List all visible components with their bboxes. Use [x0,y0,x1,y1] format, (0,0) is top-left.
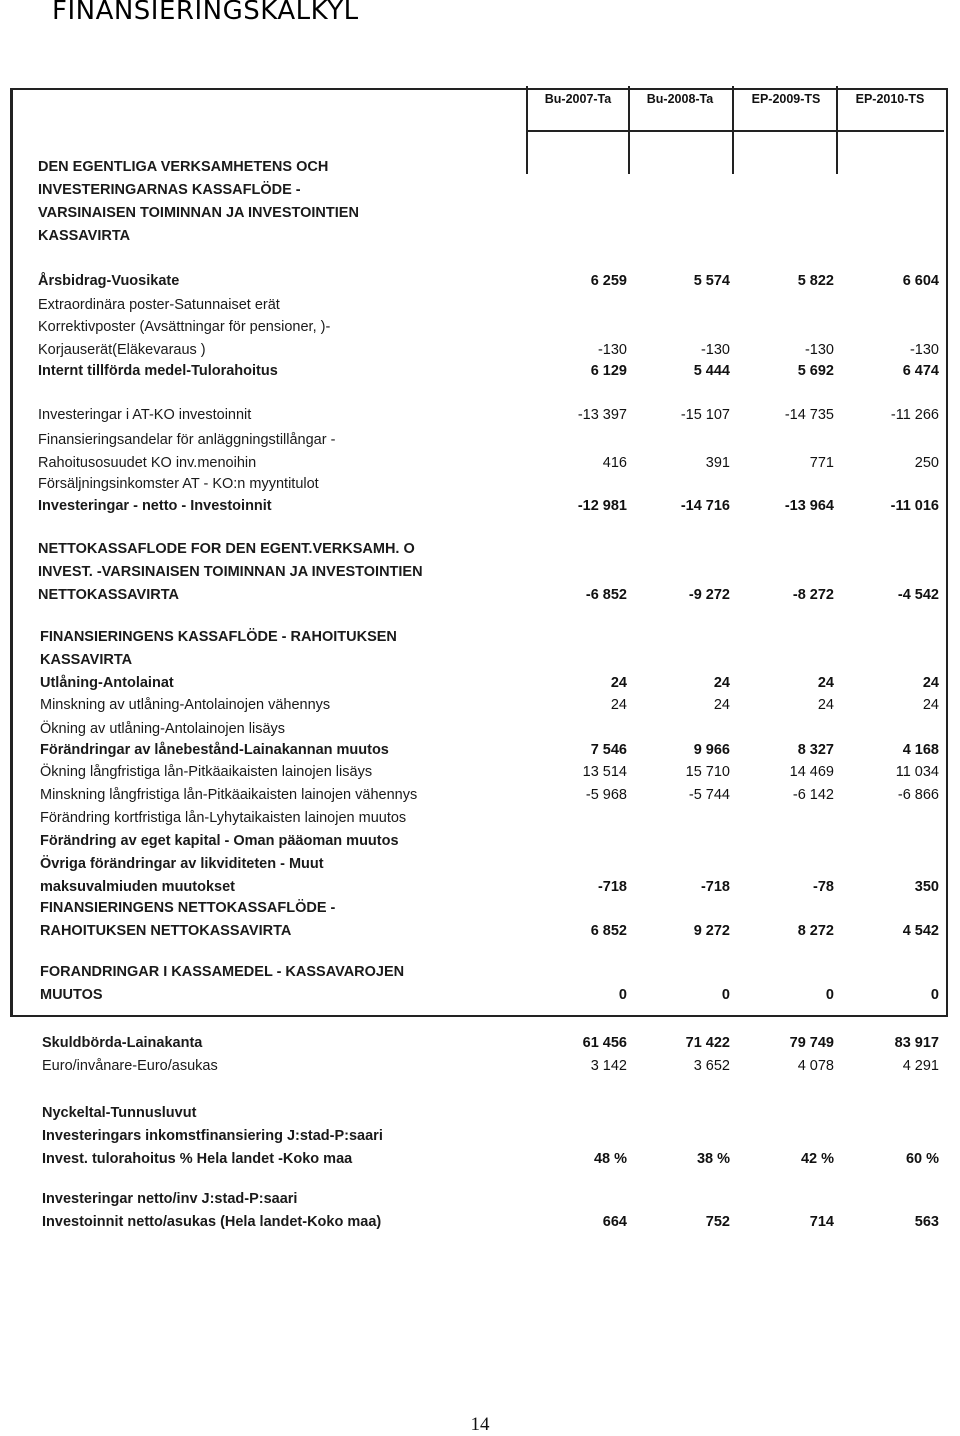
rows-label: FINANSIERINGENS NETTOKASSAFLÖDE - [40,900,336,916]
rows-value: 6 852 [590,923,627,939]
rows-value: 8 272 [797,923,834,939]
rows-value: 771 [809,455,834,471]
rows-value: 4 168 [902,742,939,758]
rows-value: -9 272 [688,587,730,603]
rows-label: Förändring kortfristiga lån-Lyhytaikaisten lainojen muutos [40,810,407,826]
column-header: EP-2009-TS [751,92,821,106]
stats-label: Investoinnit netto/asukas (Hela landet-Koko maa) [42,1214,382,1230]
stats-value: 4 078 [797,1058,834,1074]
rows-value: 391 [705,455,730,471]
rows-value: 6 259 [590,273,627,289]
stats-value: 563 [914,1214,939,1230]
stats-value: 3 652 [693,1058,730,1074]
rows-value: 5 822 [797,273,834,289]
rows-label: Korjauserät(Eläkevaraus ) [38,342,206,358]
rows-label: Förändringar av lånebestånd-Lainakannan muutos [40,742,389,758]
rows-label: Förändring av eget kapital - Oman pääoman muutos [40,833,399,849]
rows-label: Ökning långfristiga lån-Pitkäaikaisten lainojen lisäys [40,764,373,780]
column-header: Bu-2007-Ta [544,92,612,106]
rows-value: -5 744 [688,787,730,803]
rows-label: Utlåning-Antolainat [40,675,174,691]
rows-label: FORANDRINGAR I KASSAMEDEL - KASSAVAROJEN [40,964,405,980]
rows-value: -718 [700,879,730,895]
stats-label: Euro/invånare-Euro/asukas [42,1058,218,1074]
rows-value: 9 966 [693,742,730,758]
rows-label: INVEST. -VARSINAISEN TOIMINNAN JA INVESTOINTIEN [38,564,423,580]
rows-label: Internt tillförda medel-Tulorahoitus [38,363,278,379]
rows-label: KASSAVIRTA [38,228,131,244]
rows-value: 0 [825,987,834,1003]
rows-value: -14 716 [680,498,730,514]
rows-label: FINANSIERINGENS KASSAFLÖDE - RAHOITUKSEN [40,629,397,645]
rows-label: VARSINAISEN TOIMINNAN JA INVESTOINTIEN [38,205,359,221]
rows-value: 250 [914,455,939,471]
rows-value: -12 981 [577,498,627,514]
rows-label: Minskning av utlåning-Antolainojen vähennys [40,697,331,713]
rows-label: Finansieringsandelar för anläggningstillångar - [38,432,336,448]
rows-label: Rahoitusosuudet KO inv.menoihin [38,455,257,471]
rows-value: -4 542 [897,587,939,603]
rows-value: 24 [713,697,730,713]
rows-value: 0 [721,987,730,1003]
rows-label: Övriga förändringar av likviditeten - Muut [40,856,324,872]
rows-label: INVESTERINGARNAS KASSAFLÖDE - [38,182,301,198]
rows-value: -6 142 [792,787,834,803]
rows-value: 8 327 [797,742,834,758]
stats-value: 79 749 [789,1035,834,1051]
rows-value: 0 [618,987,627,1003]
stats-label: Nyckeltal-Tunnusluvut [42,1105,197,1121]
rows-value: -718 [597,879,627,895]
stats-value: 71 422 [685,1035,730,1051]
rows-value: 24 [610,675,627,691]
rows-value: 416 [602,455,627,471]
rows-value: 24 [817,675,834,691]
rows-label: NETTOKASSAFLODE FOR DEN EGENT.VERKSAMH. O [38,541,415,557]
rows-value: -78 [813,879,834,895]
stats-value: 4 291 [902,1058,939,1074]
rows-value: -130 [597,342,627,358]
rows-value: -6 866 [897,787,939,803]
rows-value: -13 397 [577,407,627,423]
rows-value: -14 735 [784,407,834,423]
rows-value: 350 [914,879,939,895]
column-header: Bu-2008-Ta [646,92,714,106]
rows-label: DEN EGENTLIGA VERKSAMHETENS OCH [38,159,329,175]
rows-value: 5 444 [693,363,730,379]
rows-value: -130 [909,342,939,358]
rows-label: RAHOITUKSEN NETTOKASSAVIRTA [40,923,292,939]
rows-value: 14 469 [789,764,834,780]
stats-value: 83 917 [894,1035,939,1051]
rows-label: KASSAVIRTA [40,652,133,668]
stats-value: 61 456 [582,1035,627,1051]
rows-value: 6 474 [902,363,939,379]
rows-label: Korrektivposter (Avsättningar för pensioner, )- [38,319,331,335]
stats-label: Investeringar netto/inv J:stad-P:saari [42,1191,298,1207]
rows-value: -11 266 [890,407,939,423]
page-title: FINANSIERINGSKALKYL [52,0,359,26]
column-header: EP-2010-TS [855,92,925,106]
rows-value: 7 546 [590,742,627,758]
rows-label: Extraordinära poster-Satunnaiset erät [38,297,280,313]
rows-value: 24 [610,697,627,713]
rows-value: 24 [922,697,939,713]
stats-value: 3 142 [590,1058,627,1074]
rows-value: -6 852 [585,587,627,603]
rows-value: 24 [713,675,730,691]
rows-value: 5 692 [797,363,834,379]
rows-value: 24 [817,697,834,713]
rows-value: 5 574 [693,273,730,289]
stats-label: Invest. tulorahoitus % Hela landet -Koko maa [42,1151,353,1167]
rows-label: Försäljningsinkomster AT - KO:n myyntitulot [38,476,319,492]
rows-value: -13 964 [784,498,834,514]
rows-value: 15 710 [685,764,730,780]
rows-value: 6 129 [590,363,627,379]
stats-value: 752 [705,1214,730,1230]
stats-label: Investeringars inkomstfinansiering J:stad-P:saari [42,1128,383,1144]
rows-value: -5 968 [585,787,627,803]
rows-label: maksuvalmiuden muutokset [40,879,235,895]
stats-value: 714 [809,1214,834,1230]
rows-value: -15 107 [680,407,730,423]
rows-label: Investeringar i AT-KO investoinnit [38,407,252,423]
rows-value: 13 514 [582,764,627,780]
stats-value: 664 [602,1214,627,1230]
stats-value: 38 % [696,1151,730,1167]
stats-label: Skuldbörda-Lainakanta [42,1035,203,1051]
rows-value: 4 542 [902,923,939,939]
rows-value: -130 [804,342,834,358]
stats-value: 42 % [800,1151,834,1167]
rows-label: Ökning av utlåning-Antolainojen lisäys [40,721,286,737]
rows-value: -11 016 [890,498,939,514]
rows-label: NETTOKASSAVIRTA [38,587,179,603]
page-number: 14 [470,1414,490,1435]
rows-value: 24 [922,675,939,691]
rows-value: 9 272 [693,923,730,939]
rows-label: Investeringar - netto - Investoinnit [38,498,272,514]
rows-value: -130 [700,342,730,358]
rows-value: 0 [930,987,939,1003]
stats-value: 60 % [905,1151,939,1167]
rows-value: 6 604 [902,273,939,289]
stats-value: 48 % [593,1151,627,1167]
rows-label: Årsbidrag-Vuosikate [38,273,180,289]
rows-label: Minskning långfristiga lån-Pitkäaikaisten lainojen vähennys [40,787,418,803]
rows-value: -8 272 [792,587,834,603]
rows-label: MUUTOS [40,987,103,1003]
rows-value: 11 034 [895,764,939,780]
